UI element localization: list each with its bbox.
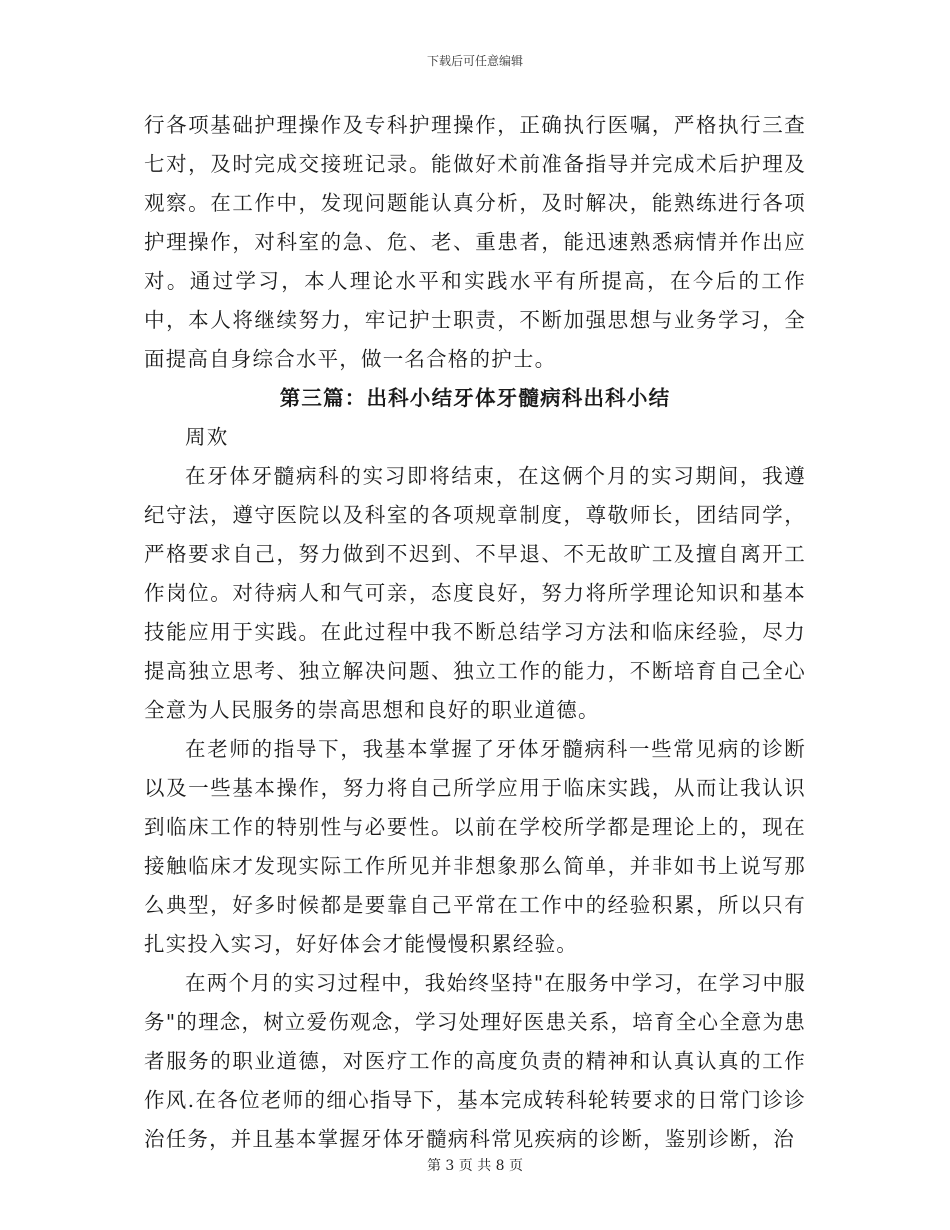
- page-header-note: 下载后可任意编辑: [426, 54, 523, 68]
- body-paragraph-3: 在两个月的实习过程中，我始终坚持"在服务中学习，在学习中服务"的理念，树立爱伤观念，学习处理好医患关系，培育全心全意为患者服务的职业道德，对医疗工作的高度负责的精神和认真认真的工作作风.在各位老师的细心指导下，基本完成转科轮转要求的日常门诊诊治任务，并且基本掌握牙体牙髓病科常见疾病的诊断，鉴别诊断，治: [144, 971, 806, 1151]
- document-body: [144, 106, 806, 1159]
- section-title: 第三篇：出科小结牙体牙髓病科出科小结: [279, 386, 671, 410]
- body-paragraph-2: 在老师的指导下，我基本掌握了牙体牙髓病科一些常见病的诊断以及一些基本操作，努力将自己所学应用于临床实践，从而让我认识到临床工作的特别性与必要性。以前在学校所学都是理论上的，现在接触临床才发现实际工作所见并非想象那么简单，并非如书上说写那么典型，好多时候都是要靠自己平常在工作中的经验积累，所以只有扎实投入实习，好好体会才能慢慢积累经验。: [144, 737, 806, 956]
- body-paragraph-1: 在牙体牙髓病科的实习即将结束，在这俩个月的实习期间，我遵纪守法，遵守医院以及科室的各项规章制度，尊敬师长，团结同学，严格要求自己，努力做到不迟到、不早退、不无故旷工及擅自离开工作岗位。对待病人和气可亲，态度良好，努力将所学理论知识和基本技能应用于实践。在此过程中我不断总结学习方法和临床经验，尽力提高独立思考、独立解决问题、独立工作的能力，不断培育自己全心全意为人民服务的崇高思想和良好的职业道德。: [144, 464, 806, 722]
- page-number: 第 3 页 共 8 页: [426, 1158, 524, 1174]
- author-name: 周欢: [185, 425, 229, 449]
- continuation-paragraph: 行各项基础护理操作及专科护理操作，正确执行医嘱，严格执行三查七对，及时完成交接班记录。能做好术前准备指导并完成术后护理及观察。在工作中，发现问题能认真分析，及时解决，能熟练进行各项护理操作，对科室的急、危、老、重患者，能迅速熟悉病情并作出应对。通过学习，本人理论水平和实践水平有所提高，在今后的工作中，本人将继续努力，牢记护士职责，不断加强思想与业务学习，全面提高自身综合水平，做一名合格的护士。: [144, 113, 806, 371]
